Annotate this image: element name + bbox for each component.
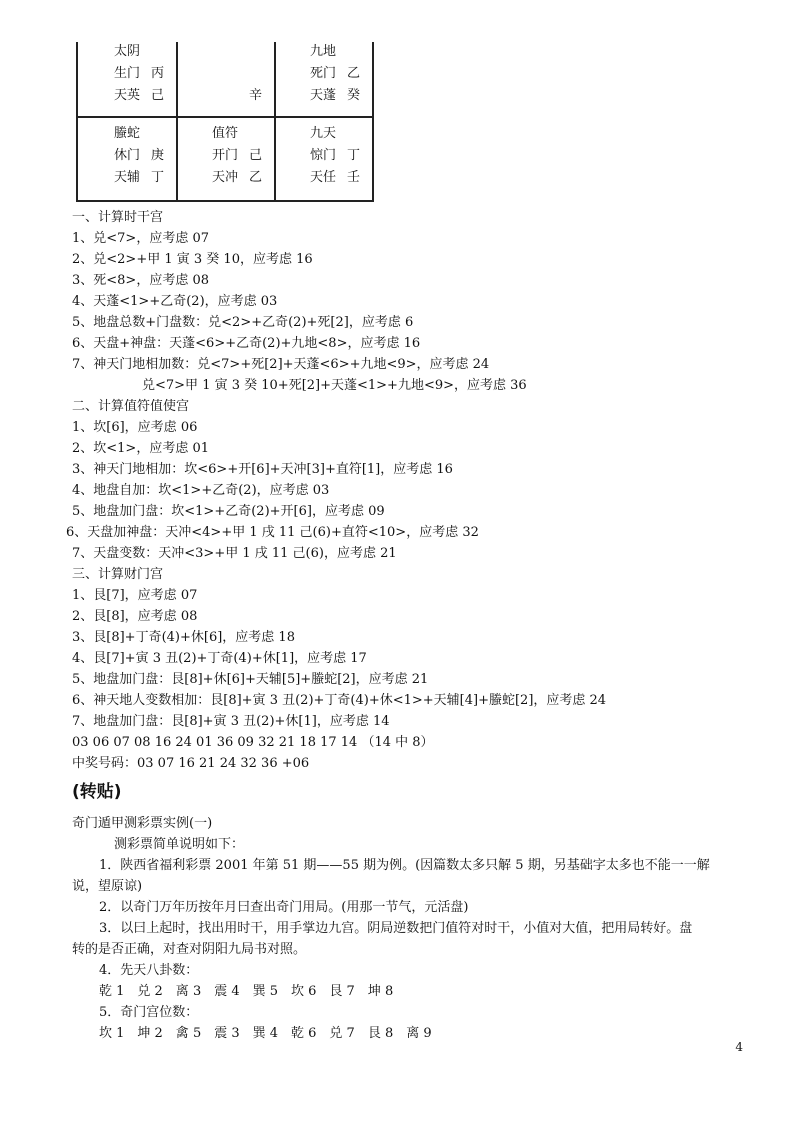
bagua-list: 乾 1 兑 2 离 3 震 4 巽 5 坎 6 艮 7 坤 8 bbox=[99, 984, 394, 999]
palace-grid bbox=[72, 40, 378, 202]
grid-line bbox=[76, 42, 78, 202]
god-label: 九地 bbox=[310, 44, 337, 59]
list-item: 5、地盘总数+门盘数：兑<2>+乙奇(2)+死[2]，应考虑 6 bbox=[72, 315, 414, 330]
door-stem: 己 bbox=[248, 148, 262, 163]
star-stem: 丁 bbox=[150, 170, 164, 185]
grid-line bbox=[76, 116, 374, 118]
number-list: 03 06 07 08 16 24 01 36 09 32 21 18 17 14 （14 中 8） bbox=[72, 735, 434, 750]
page-number: 4 bbox=[735, 1040, 743, 1054]
list-item: 2、艮[8]，应考虑 08 bbox=[72, 609, 198, 624]
list-item: 4、地盘自加：坎<1>+乙奇(2)，应考虑 03 bbox=[72, 483, 330, 498]
palace-cell bbox=[80, 42, 176, 116]
door-label: 开门 bbox=[212, 148, 239, 163]
star-label: 天英 bbox=[114, 88, 141, 103]
star-label: 天辅 bbox=[114, 170, 141, 185]
palace-cell bbox=[178, 124, 274, 198]
list-item: 7、神天门地相加数：兑<7>+死[2]+天蓬<6>+九地<9>，应考虑 24 bbox=[72, 357, 490, 372]
star-stem: 癸 bbox=[346, 88, 360, 103]
door-label: 生门 bbox=[114, 66, 141, 81]
list-item: 6、天盘加神盘：天冲<4>+甲 1 戌 11 己(6)+直符<10>，应考虑 32 bbox=[66, 525, 479, 540]
list-item: 7、天盘变数：天冲<3>+甲 1 戌 11 己(6)，应考虑 21 bbox=[72, 546, 397, 561]
paragraph: 5．奇门宫位数： bbox=[99, 1005, 199, 1020]
list-item: 4、艮[7]+寅 3 丑(2)+丁奇(4)+休[1]，应考虑 17 bbox=[72, 651, 367, 666]
door-stem: 庚 bbox=[150, 148, 164, 163]
paragraph: 3．以曰上起时，找出用时干，用手掌边九宫。阴局逆数把门值符对时干，小值对大值，把用局转好。盘 bbox=[99, 921, 693, 936]
list-item: 6、神天地人变数相加：艮[8]+寅 3 丑(2)+丁奇(4)+休<1>+天辅[4]+螣蛇[2]，应考虑 24 bbox=[72, 693, 607, 708]
list-item: 兑<7>甲 1 寅 3 癸 10+死[2]+天蓬<1>+九地<9>，应考虑 36 bbox=[142, 378, 527, 393]
grid-line bbox=[76, 200, 374, 202]
god-label: 太阴 bbox=[114, 44, 141, 59]
list-item: 5、地盘加门盘：艮[8]+休[6]+天辅[5]+螣蛇[2]，应考虑 21 bbox=[72, 672, 429, 687]
paragraph: 说，望原谅) bbox=[72, 879, 143, 894]
list-item: 4、天蓬<1>+乙奇(2)，应考虑 03 bbox=[72, 294, 278, 309]
door-label: 死门 bbox=[310, 66, 337, 81]
palace-cell bbox=[80, 124, 176, 198]
list-item: 2、坎<1>，应考虑 01 bbox=[72, 441, 210, 456]
list-item: 1、艮[7]，应考虑 07 bbox=[72, 588, 198, 603]
list-item: 1、坎[6]，应考虑 06 bbox=[72, 420, 198, 435]
god-label: 九天 bbox=[310, 126, 337, 141]
list-item: 3、死<8>，应考虑 08 bbox=[72, 273, 210, 288]
palace-cell bbox=[276, 124, 372, 198]
star-label: 天冲 bbox=[212, 170, 239, 185]
palace-cell bbox=[276, 42, 372, 116]
section-title: 一、计算时干宫 bbox=[72, 210, 164, 225]
god-label: 值符 bbox=[212, 126, 239, 141]
door-stem: 乙 bbox=[346, 66, 360, 81]
god-label: 螣蛇 bbox=[114, 126, 141, 141]
door-label: 惊门 bbox=[310, 148, 337, 163]
list-item: 5、地盘加门盘：坎<1>+乙奇(2)+开[6]，应考虑 09 bbox=[72, 504, 385, 519]
winning-numbers: 中奖号码：03 07 16 21 24 32 36 +06 bbox=[72, 756, 310, 771]
door-stem: 丙 bbox=[150, 66, 164, 81]
palace-cell bbox=[178, 42, 274, 116]
list-item: 7、地盘加门盘：艮[8]+寅 3 丑(2)+休[1]，应考虑 14 bbox=[72, 714, 390, 729]
article-title: 奇门遁甲测彩票实例(一) bbox=[72, 816, 213, 831]
star-stem: 乙 bbox=[248, 170, 262, 185]
star-stem: 壬 bbox=[346, 170, 360, 185]
list-item: 2、兑<2>+甲 1 寅 3 癸 10，应考虑 16 bbox=[72, 252, 313, 267]
repost-heading: (转贴) bbox=[72, 782, 122, 802]
paragraph: 1．陕西省福利彩票 2001 年第 51 期——55 期为例。(因篇数太多只解 5 期，另基础字太多也不能一一解 bbox=[99, 858, 710, 873]
list-item: 3、艮[8]+丁奇(4)+休[6]，应考虑 18 bbox=[72, 630, 295, 645]
paragraph: 4．先天八卦数： bbox=[99, 963, 199, 978]
paragraph: 转的是否正确，对查对阴阳九局书对照。 bbox=[72, 942, 307, 957]
star-label: 天蓬 bbox=[310, 88, 337, 103]
star-label: 天任 bbox=[310, 170, 337, 185]
grid-line bbox=[372, 42, 374, 202]
section-title: 三、计算财门宫 bbox=[72, 567, 164, 582]
intro-text: 测彩票简单说明如下： bbox=[114, 837, 245, 852]
door-stem: 丁 bbox=[346, 148, 360, 163]
star-stem: 己 bbox=[150, 88, 164, 103]
section-title: 二、计算值符值使宫 bbox=[72, 399, 190, 414]
list-item: 3、神天门地相加：坎<6>+开[6]+天冲[3]+直符[1]，应考虑 16 bbox=[72, 462, 453, 477]
list-item: 6、天盘+神盘：天蓬<6>+乙奇(2)+九地<8>，应考虑 16 bbox=[72, 336, 421, 351]
list-item: 1、兑<7>，应考虑 07 bbox=[72, 231, 210, 246]
door-label: 休门 bbox=[114, 148, 141, 163]
star-stem: 辛 bbox=[248, 88, 262, 103]
palace-list: 坎 1 坤 2 禽 5 震 3 巽 4 乾 6 兑 7 艮 8 离 9 bbox=[99, 1026, 432, 1041]
paragraph: 2．以奇门万年历按年月曰查出奇门用局。(用那一节气，元活盘) bbox=[99, 900, 469, 915]
